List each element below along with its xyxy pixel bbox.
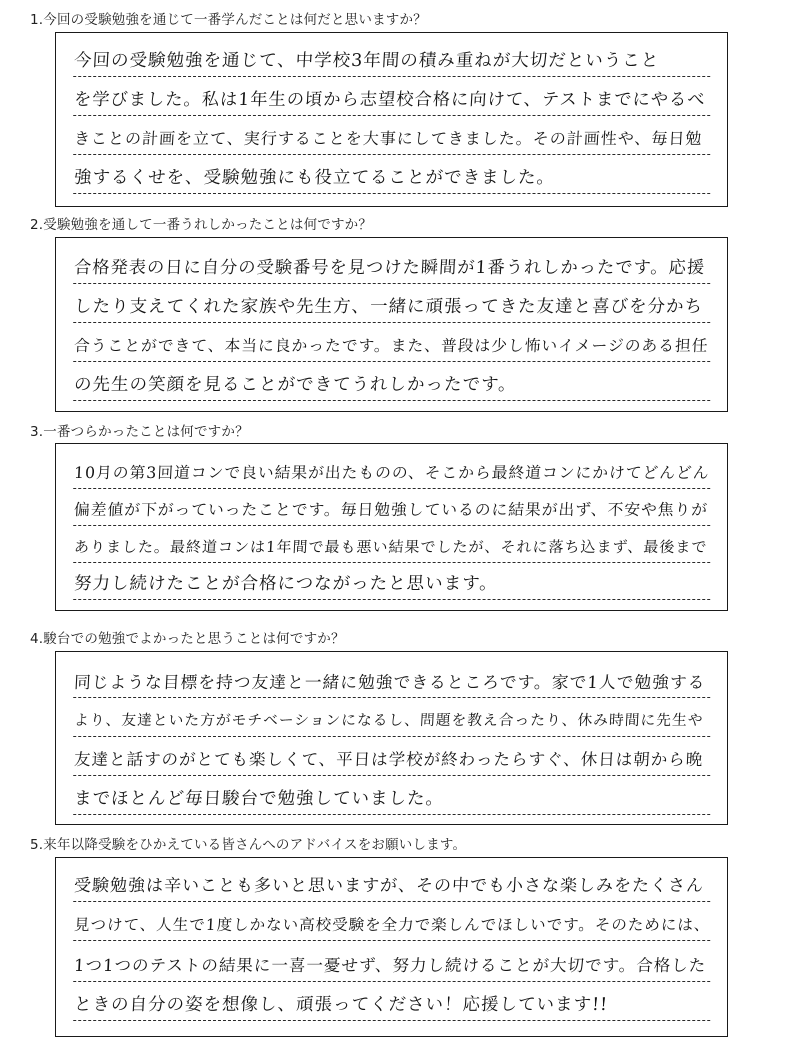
answer-box-3 [55, 443, 728, 611]
question-4: 4.駿台での勉強でよかったと思うことは何ですか？ [30, 631, 345, 647]
question-2: 2.受験勉強を通して一番うれしかったことは何ですか？ [30, 217, 373, 233]
answer-line: したり支えてくれた家族や先生方、一緒に頑張ってきた友達と喜びを分かち [73, 292, 712, 323]
answer-box-4 [55, 651, 728, 825]
answer-line: 10月の第3回道コンで良い結果が出たものの、そこから最終道コンにかけてどんどん [73, 458, 712, 489]
answer-line: ありました。最終道コンは1年間で最も悪い結果でしたが、それに落ち込まず、最後まで [73, 532, 712, 563]
answer-line: 合うことができて、本当に良かったです。また、普段は少し怖いイメージのある担任 [73, 331, 712, 362]
answer-line: 合格発表の日に自分の受験番号を見つけた瞬間が1番うれしかったです。応援 [73, 253, 712, 284]
answer-line: 見つけて、人生で1度しかない高校受験を全力で楽しんでほしいです。そのためには、 [73, 910, 712, 941]
answer-line: 努力し続けたことが合格につながったと思います。 [73, 569, 712, 600]
answer-line: を学びました。私は1年生の頃から志望校合格に向けて、テストまでにやるべ [73, 85, 712, 116]
answer-line: ときの自分の姿を想像し、頑張ってください！応援しています!! [73, 990, 712, 1021]
answer-line: 受験勉強は辛いことも多いと思いますが、その中でも小さな楽しみをたくさん [73, 871, 712, 902]
answer-line: 1つ1つのテストの結果に一喜一憂せず、努力し続けることが大切です。合格した [73, 951, 712, 982]
answer-line: きことの計画を立て、実行することを大事にしてきました。その計画性や、毎日勉 [73, 124, 712, 155]
answer-line: 今回の受験勉強を通じて、中学校3年間の積み重ねが大切だということ [73, 46, 712, 77]
answer-box-2 [55, 237, 728, 412]
question-3: 3.一番つらかったことは何ですか？ [30, 424, 249, 440]
answer-line: 同じような目標を持つ友達と一緒に勉強できるところです。家で1人で勉強する [73, 667, 712, 698]
answer-line: までほとんど毎日駿台で勉強していました。 [73, 784, 712, 815]
question-1: 1.今回の受験勉強を通じて一番学んだことは何だと思いますか？ [30, 12, 427, 28]
answer-line: 偏差値が下がっていったことです。毎日勉強しているのに結果が出ず、不安や焦りが [73, 495, 712, 526]
answer-line: 強するくせを、受験勉強にも役立てることができました。 [73, 163, 712, 194]
answer-box-5 [55, 857, 728, 1037]
answer-line: より、友達といた方がモチベーションになるし、問題を教え合ったり、休み時間に先生や [73, 706, 712, 737]
answer-line: の先生の笑顔を見ることができてうれしかったです。 [73, 370, 712, 401]
answer-box-1 [55, 32, 728, 207]
question-5: 5.来年以降受験をひかえている皆さんへのアドバイスをお願いします。 [30, 837, 467, 853]
answer-line: 友達と話すのがとても楽しくて、平日は学校が終わったらすぐ、休日は朝から晩 [73, 745, 712, 776]
